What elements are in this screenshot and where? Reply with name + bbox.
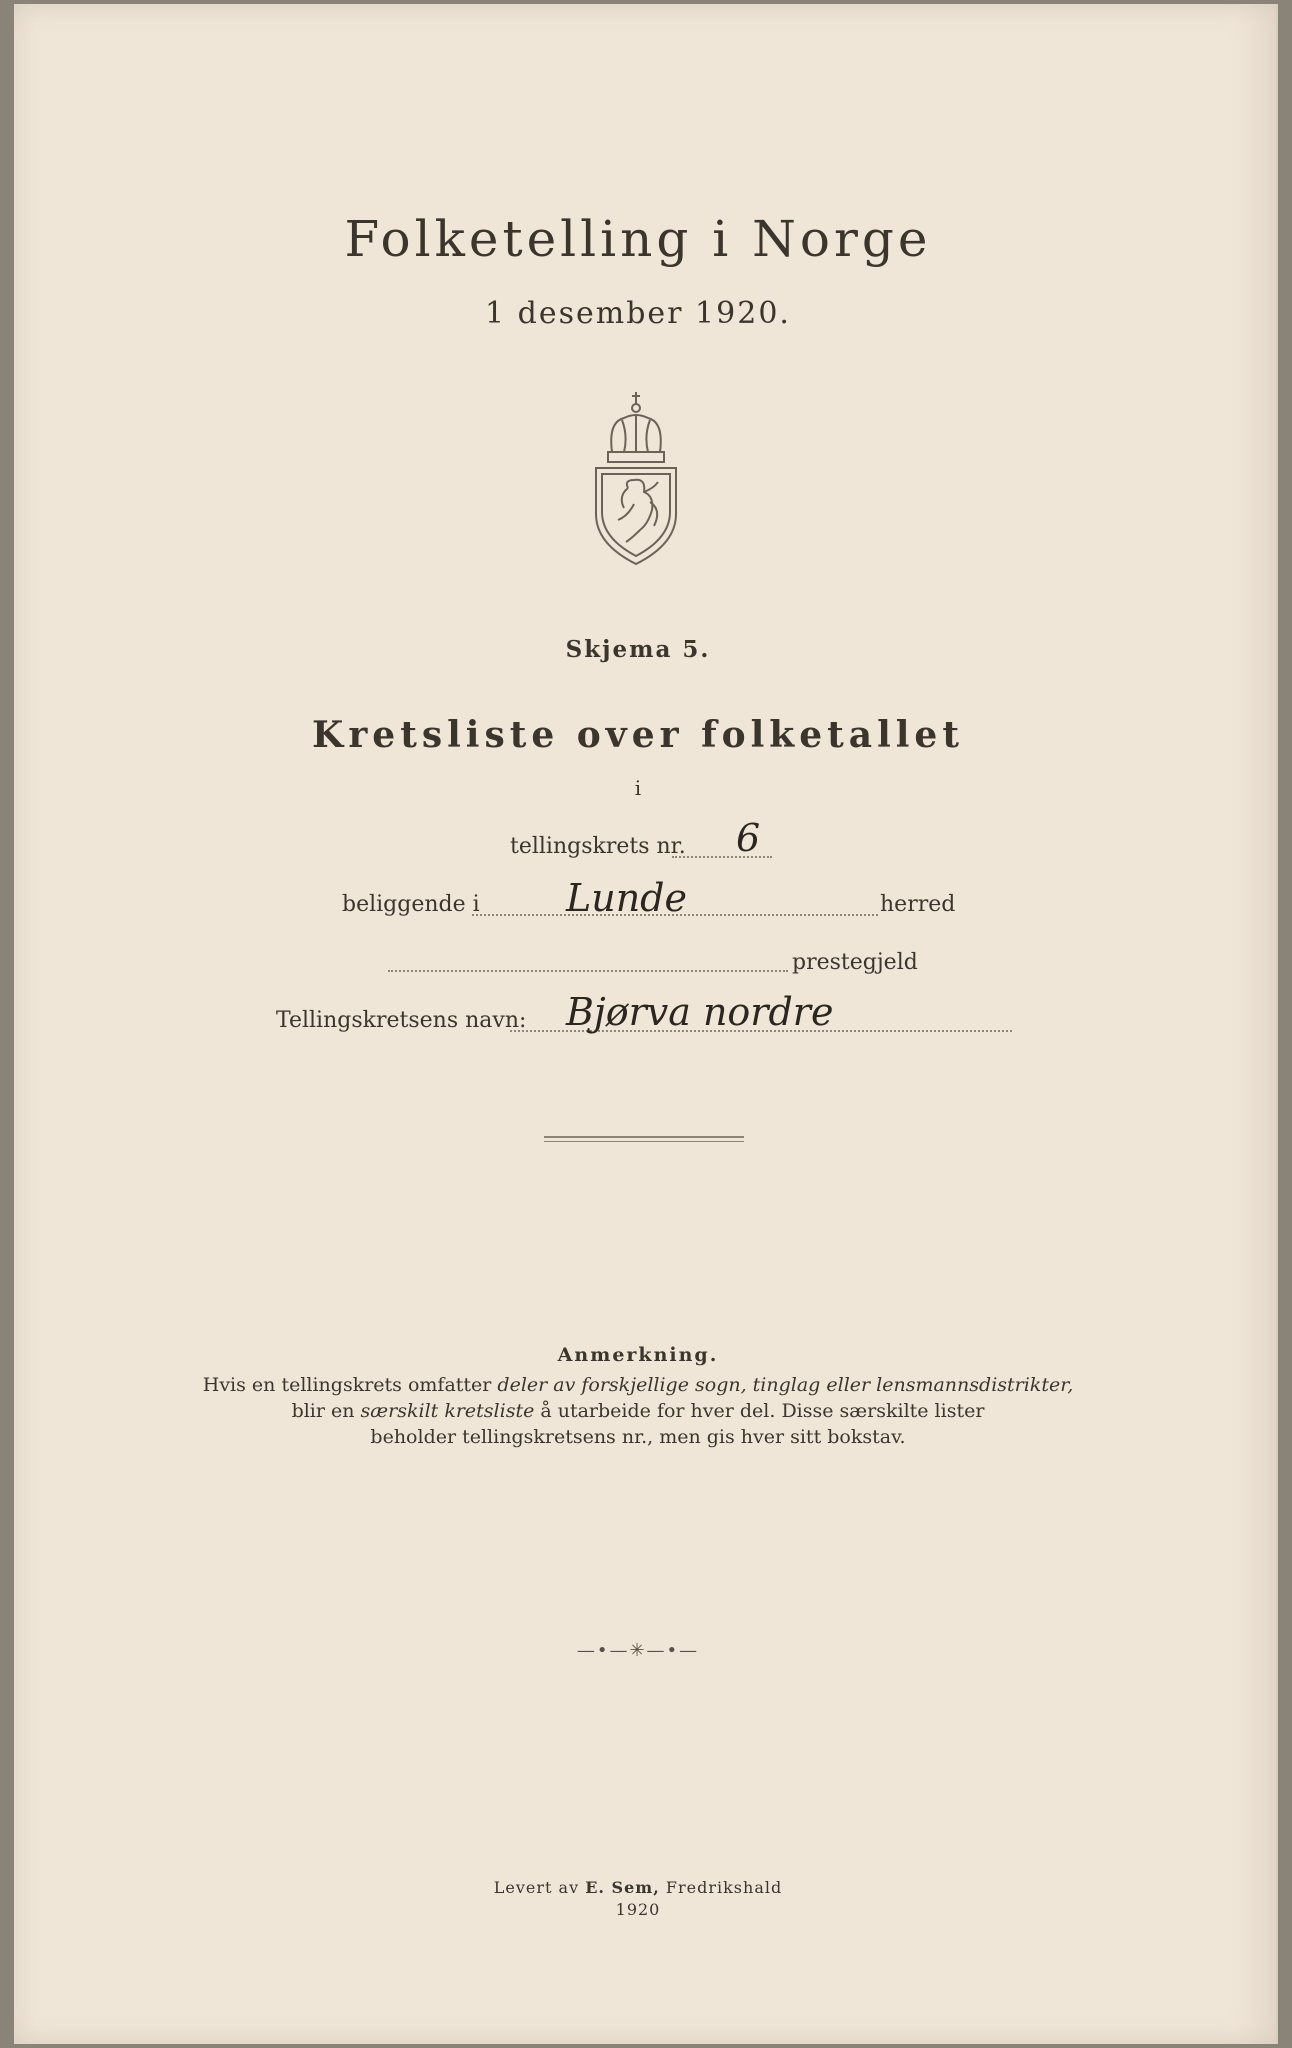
note-line-2-text-c: å utarbeide for hver del. Disse særskilte lister [534,1400,985,1422]
note-line-1-emphasis: deler av forskjellige sogn, tinglag eller lensmannsdistrikter, [497,1374,1074,1396]
printer-prefix: Levert av [493,1878,586,1897]
printer-credit [0,1878,1276,1897]
schema-number: Skjema 5. [565,636,711,663]
norwegian-coat-of-arms-icon [588,392,684,568]
note-line-1-text: Hvis en tellingskrets omfatter [202,1374,498,1396]
district-number-label: tellingskrets nr. [510,834,686,859]
ornament-divider: —•—✳—•— [576,1640,700,1661]
municipality-value: Lunde [566,876,687,920]
district-name-label: Tellingskretsens navn: [276,1008,527,1033]
note-line-2-emphasis: særskilt kretsliste [360,1400,535,1422]
located-in-label: beliggende i [342,892,480,917]
separator-rule-bottom [544,1141,744,1142]
district-name-value: Bjørva nordre [566,990,834,1034]
note-line-2-text-a: blir en [291,1400,361,1422]
form-title: Folketelling i Norge [344,210,932,268]
parish-field-line [388,970,788,972]
note-line-1 [0,1372,1276,1398]
district-number-value: 6 [736,816,761,860]
note-line-3: beholder tellingskretsens nr., men gis hver sitt bokstav. [370,1426,906,1448]
note-title: Anmerkning. [557,1344,719,1366]
preposition-i: i [634,776,642,800]
herred-label: herred [880,892,956,917]
note-line-2 [0,1398,1276,1424]
separator-rule-top [544,1136,744,1138]
prestegjeld-label: prestegjeld [792,950,918,975]
census-date: 1 desember 1920. [485,296,791,331]
printer-name: E. Sem, [585,1878,660,1897]
printer-place: Fredrikshald [659,1878,783,1897]
printer-year: 1920 [615,1900,661,1919]
form-heading: Kretsliste over folketallet [312,714,964,756]
